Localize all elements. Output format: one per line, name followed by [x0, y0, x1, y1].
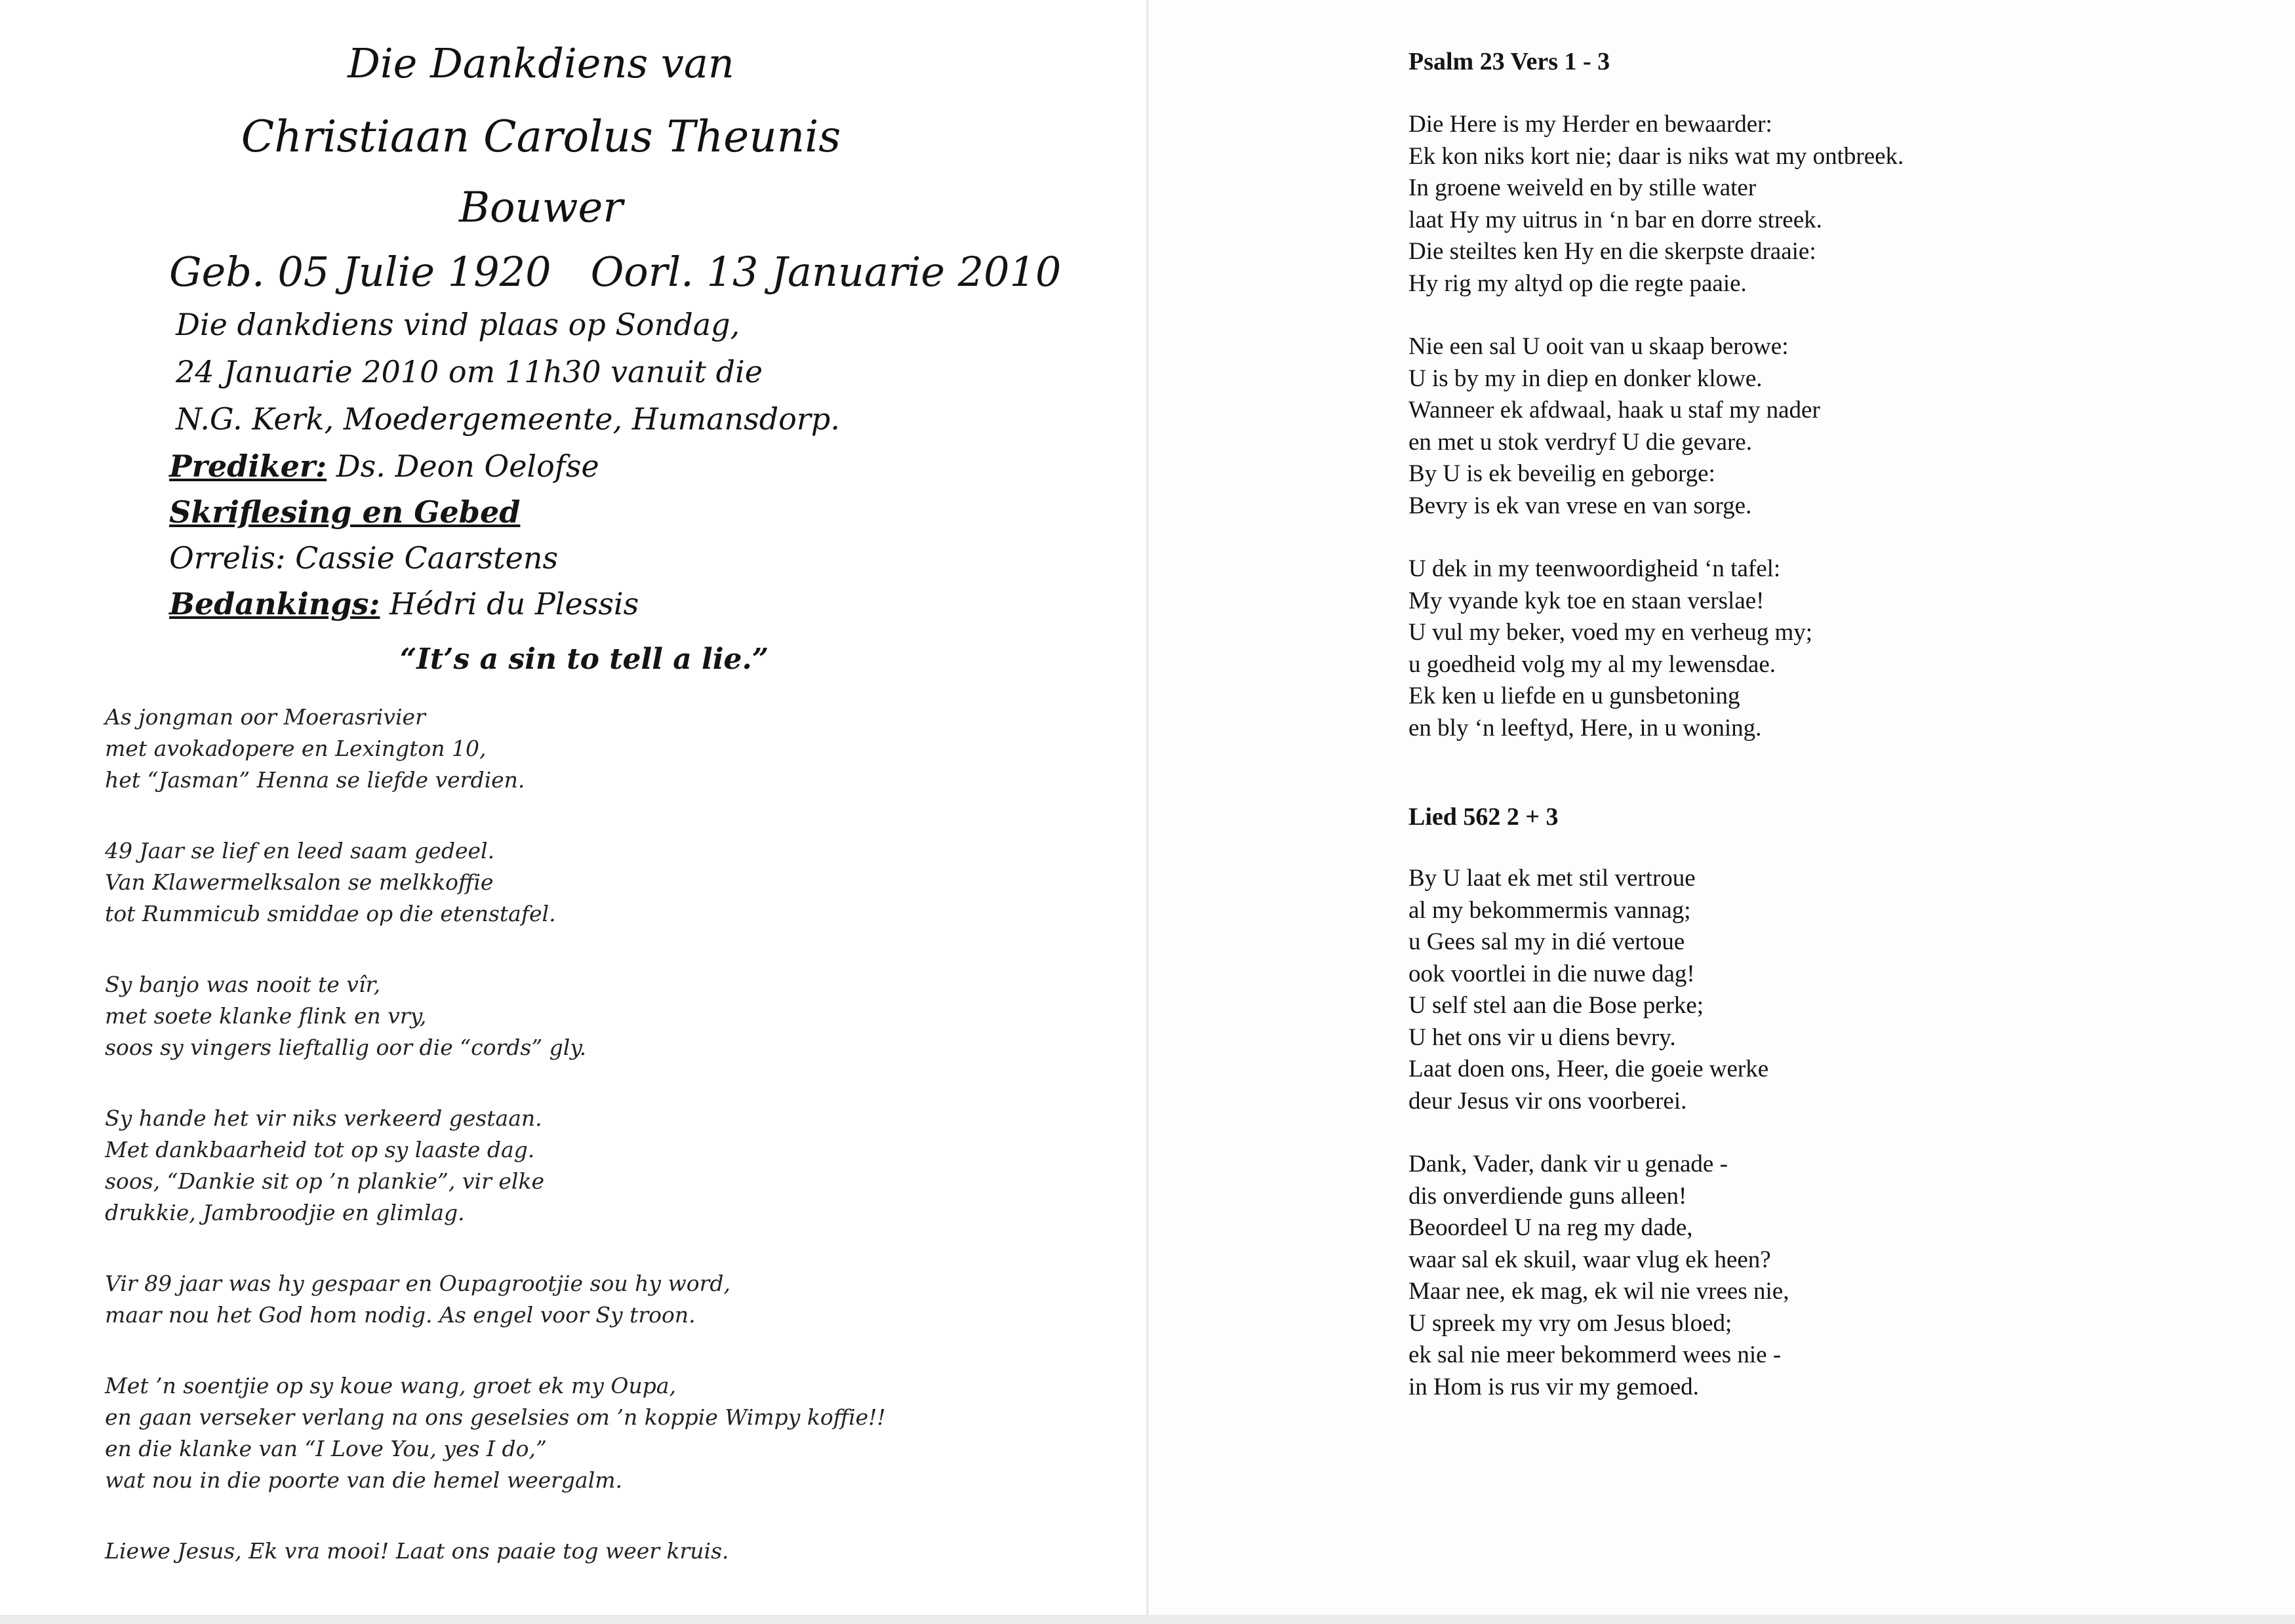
- lied-line: waar sal ek skuil, waar vlug ek heen?: [1408, 1246, 1771, 1273]
- poem-line: As jongman oor Moerasrivier: [105, 704, 426, 730]
- service-details-line-2: 24 Januarie 2010 om 11h30 vanuit die: [176, 354, 763, 389]
- left-page: [0, 0, 1146, 1624]
- service-details-line-1: Die dankdiens vind plaas op Sondag,: [176, 307, 740, 342]
- tribute-poem: [105, 702, 886, 1567]
- poem-stanza: [105, 1535, 886, 1567]
- prediker-value: Ds. Deon Oelofse: [336, 448, 599, 484]
- poem-line: Met ’n soentjie op sy koue wang, groet ek my Oupa,: [105, 1373, 677, 1398]
- orrelis-row: [169, 540, 558, 576]
- orrelis-value: Cassie Caarstens: [295, 540, 559, 576]
- lied-line: ook voortlei in die nuwe dag!: [1408, 960, 1695, 987]
- psalm-line: laat Hy my uitrus in ‘n bar en dorre streek.: [1408, 206, 1822, 233]
- lied-line: Beoordeel U na reg my dade,: [1408, 1214, 1693, 1241]
- poem-stanza: [105, 702, 886, 796]
- poem-line: 49 Jaar se lief en leed saam gedeel.: [105, 838, 495, 863]
- psalm-line: Ek kon niks kort nie; daar is niks wat my ontbreek.: [1408, 142, 1904, 170]
- poem-line: en gaan verseker verlang na ons geselsies om ’n koppie Wimpy koffie!!: [105, 1404, 886, 1430]
- psalm-line: u goedheid volg my al my lewensdae.: [1408, 650, 1776, 678]
- poem-line: tot Rummicub smiddae op die etenstafel.: [105, 901, 556, 926]
- bedankings-row: [169, 586, 639, 622]
- skriflesing-label: Skriflesing en Gebed: [169, 494, 521, 530]
- scan-edge: [0, 1615, 2295, 1624]
- orrelis-label: Orrelis:: [169, 540, 286, 576]
- psalm-stanza: [1408, 553, 1904, 744]
- psalm-line: By U is ek beveilig en geborge:: [1408, 460, 1715, 487]
- deceased-given-names: Christiaan Carolus Theunis: [241, 111, 841, 162]
- lied-line: u Gees sal my in dié vertoue: [1408, 928, 1685, 955]
- deceased-surname: Bouwer: [458, 184, 624, 232]
- psalm-line: In groene weiveld en by stille water: [1408, 174, 1757, 201]
- lied-line: in Hom is rus vir my gemoed.: [1408, 1373, 1699, 1400]
- lied-line: U spreek my vry om Jesus bloed;: [1408, 1309, 1732, 1337]
- psalm-line: U dek in my teenwoordigheid ‘n tafel:: [1408, 555, 1781, 582]
- poem-line: met soete klanke flink en vry,: [105, 1003, 427, 1029]
- psalm-line: Die Here is my Herder en bewaarder:: [1408, 111, 1772, 138]
- psalm-line: Wanneer ek afdwaal, haak u staf my nader: [1408, 397, 1820, 424]
- poem-line: soos, “Dankie sit op ’n plankie”, vir elke: [105, 1168, 544, 1194]
- psalm-line: Ek ken u liefde en u gunsbetoning: [1408, 683, 1740, 709]
- poem-line: Sy hande het vir niks verkeerd gestaan.: [105, 1105, 542, 1131]
- poem-stanza: [105, 1103, 886, 1229]
- poem-line: soos sy vingers lieftallig oor die “cords” gly.: [105, 1035, 587, 1060]
- poem-line: Van Klawermelksalon se melkkoffie: [105, 869, 494, 895]
- poem-stanza: [105, 835, 886, 930]
- lied-line: ek sal nie meer bekommerd wees nie -: [1408, 1341, 1782, 1368]
- poem-line: Vir 89 jaar was hy gespaar en Oupagrootjie sou hy word,: [105, 1271, 730, 1296]
- psalm-text: [1408, 109, 1904, 744]
- service-details-line-3: N.G. Kerk, Moedergemeente, Humansdorp.: [176, 401, 840, 437]
- lied-text: [1408, 863, 1789, 1403]
- poem-line: drukkie, Jambroodjie en glimlag.: [105, 1200, 465, 1225]
- lied-line: U het ons vir u diens bevry.: [1408, 1023, 1676, 1051]
- poem-line: Met dankbaarheid tot op sy laaste dag.: [105, 1137, 535, 1162]
- psalm-line: U vul my beker, voed my en verheug my;: [1408, 619, 1813, 646]
- lied-line: By U laat ek met stil vertroue: [1408, 865, 1696, 892]
- poem-stanza: [105, 1370, 886, 1496]
- psalm-line: en met u stok verdryf U die gevare.: [1408, 428, 1752, 456]
- prediker-row: [169, 448, 599, 484]
- lied-heading: Lied 562 2 + 3: [1408, 803, 1559, 831]
- service-title: Die Dankdiens van: [348, 39, 734, 87]
- poem-line: het “Jasman” Henna se liefde verdien.: [105, 767, 525, 793]
- lied-stanza: [1408, 863, 1789, 1117]
- prediker-label: Prediker:: [169, 448, 327, 484]
- lied-line: Laat doen ons, Heer, die goeie werke: [1408, 1056, 1769, 1082]
- psalm-line: Bevry is ek van vrese en van sorge.: [1408, 492, 1752, 519]
- poem-stanza: [105, 1268, 886, 1331]
- lied-line: U self stel aan die Bose perke;: [1408, 992, 1704, 1019]
- lied-line: Maar nee, ek mag, ek wil nie vrees nie,: [1408, 1278, 1789, 1305]
- lied-line: dis onverdiende guns alleen!: [1408, 1182, 1687, 1210]
- poem-line: maar nou het God hom nodig. As engel voor Sy troon.: [105, 1302, 696, 1328]
- life-dates: [169, 248, 1062, 296]
- poem-line: wat nou in die poorte van die hemel weergalm.: [105, 1467, 623, 1493]
- bedankings-value: Hédri du Plessis: [389, 586, 639, 622]
- poem-line: Sy banjo was nooit te vîr,: [105, 972, 381, 997]
- bedankings-label: Bedankings:: [169, 586, 380, 622]
- psalm-line: Die steiltes ken Hy en die skerpste draaie:: [1408, 238, 1816, 265]
- skriflesing-row: [169, 494, 520, 530]
- poem-line: Liewe Jesus, Ek vra mooi! Laat ons paaie tog weer kruis.: [105, 1538, 729, 1564]
- lied-line: Dank, Vader, dank vir u genade -: [1408, 1151, 1728, 1178]
- death-date: Oorl. 13 Januarie 2010: [590, 248, 1062, 296]
- psalm-line: U is by my in diep en donker klowe.: [1408, 365, 1763, 392]
- psalm-line: My vyande kyk toe en staan verslae!: [1408, 587, 1765, 614]
- birth-date: Geb. 05 Julie 1920: [169, 248, 551, 296]
- poem-line: met avokadopere en Lexington 10,: [105, 736, 487, 761]
- poem-stanza: [105, 969, 886, 1063]
- psalm-line: en bly ‘n leeftyd, Here, in u woning.: [1408, 714, 1762, 742]
- psalm-stanza: [1408, 109, 1904, 300]
- poem-line: en die klanke van “I Love You, yes I do,”: [105, 1436, 547, 1461]
- lied-line: al my bekommermis vannag;: [1408, 896, 1691, 924]
- lied-line: deur Jesus vir ons voorberei.: [1408, 1087, 1687, 1115]
- psalm-stanza: [1408, 331, 1904, 522]
- quote: “It’s a sin to tell a lie.”: [400, 643, 769, 676]
- lied-stanza: [1408, 1149, 1789, 1403]
- psalm-line: Nie een sal U ooit van u skaap berowe:: [1408, 333, 1789, 360]
- psalm-line: Hy rig my altyd op die regte paaie.: [1408, 269, 1747, 297]
- psalm-heading: Psalm 23 Vers 1 - 3: [1408, 48, 1610, 75]
